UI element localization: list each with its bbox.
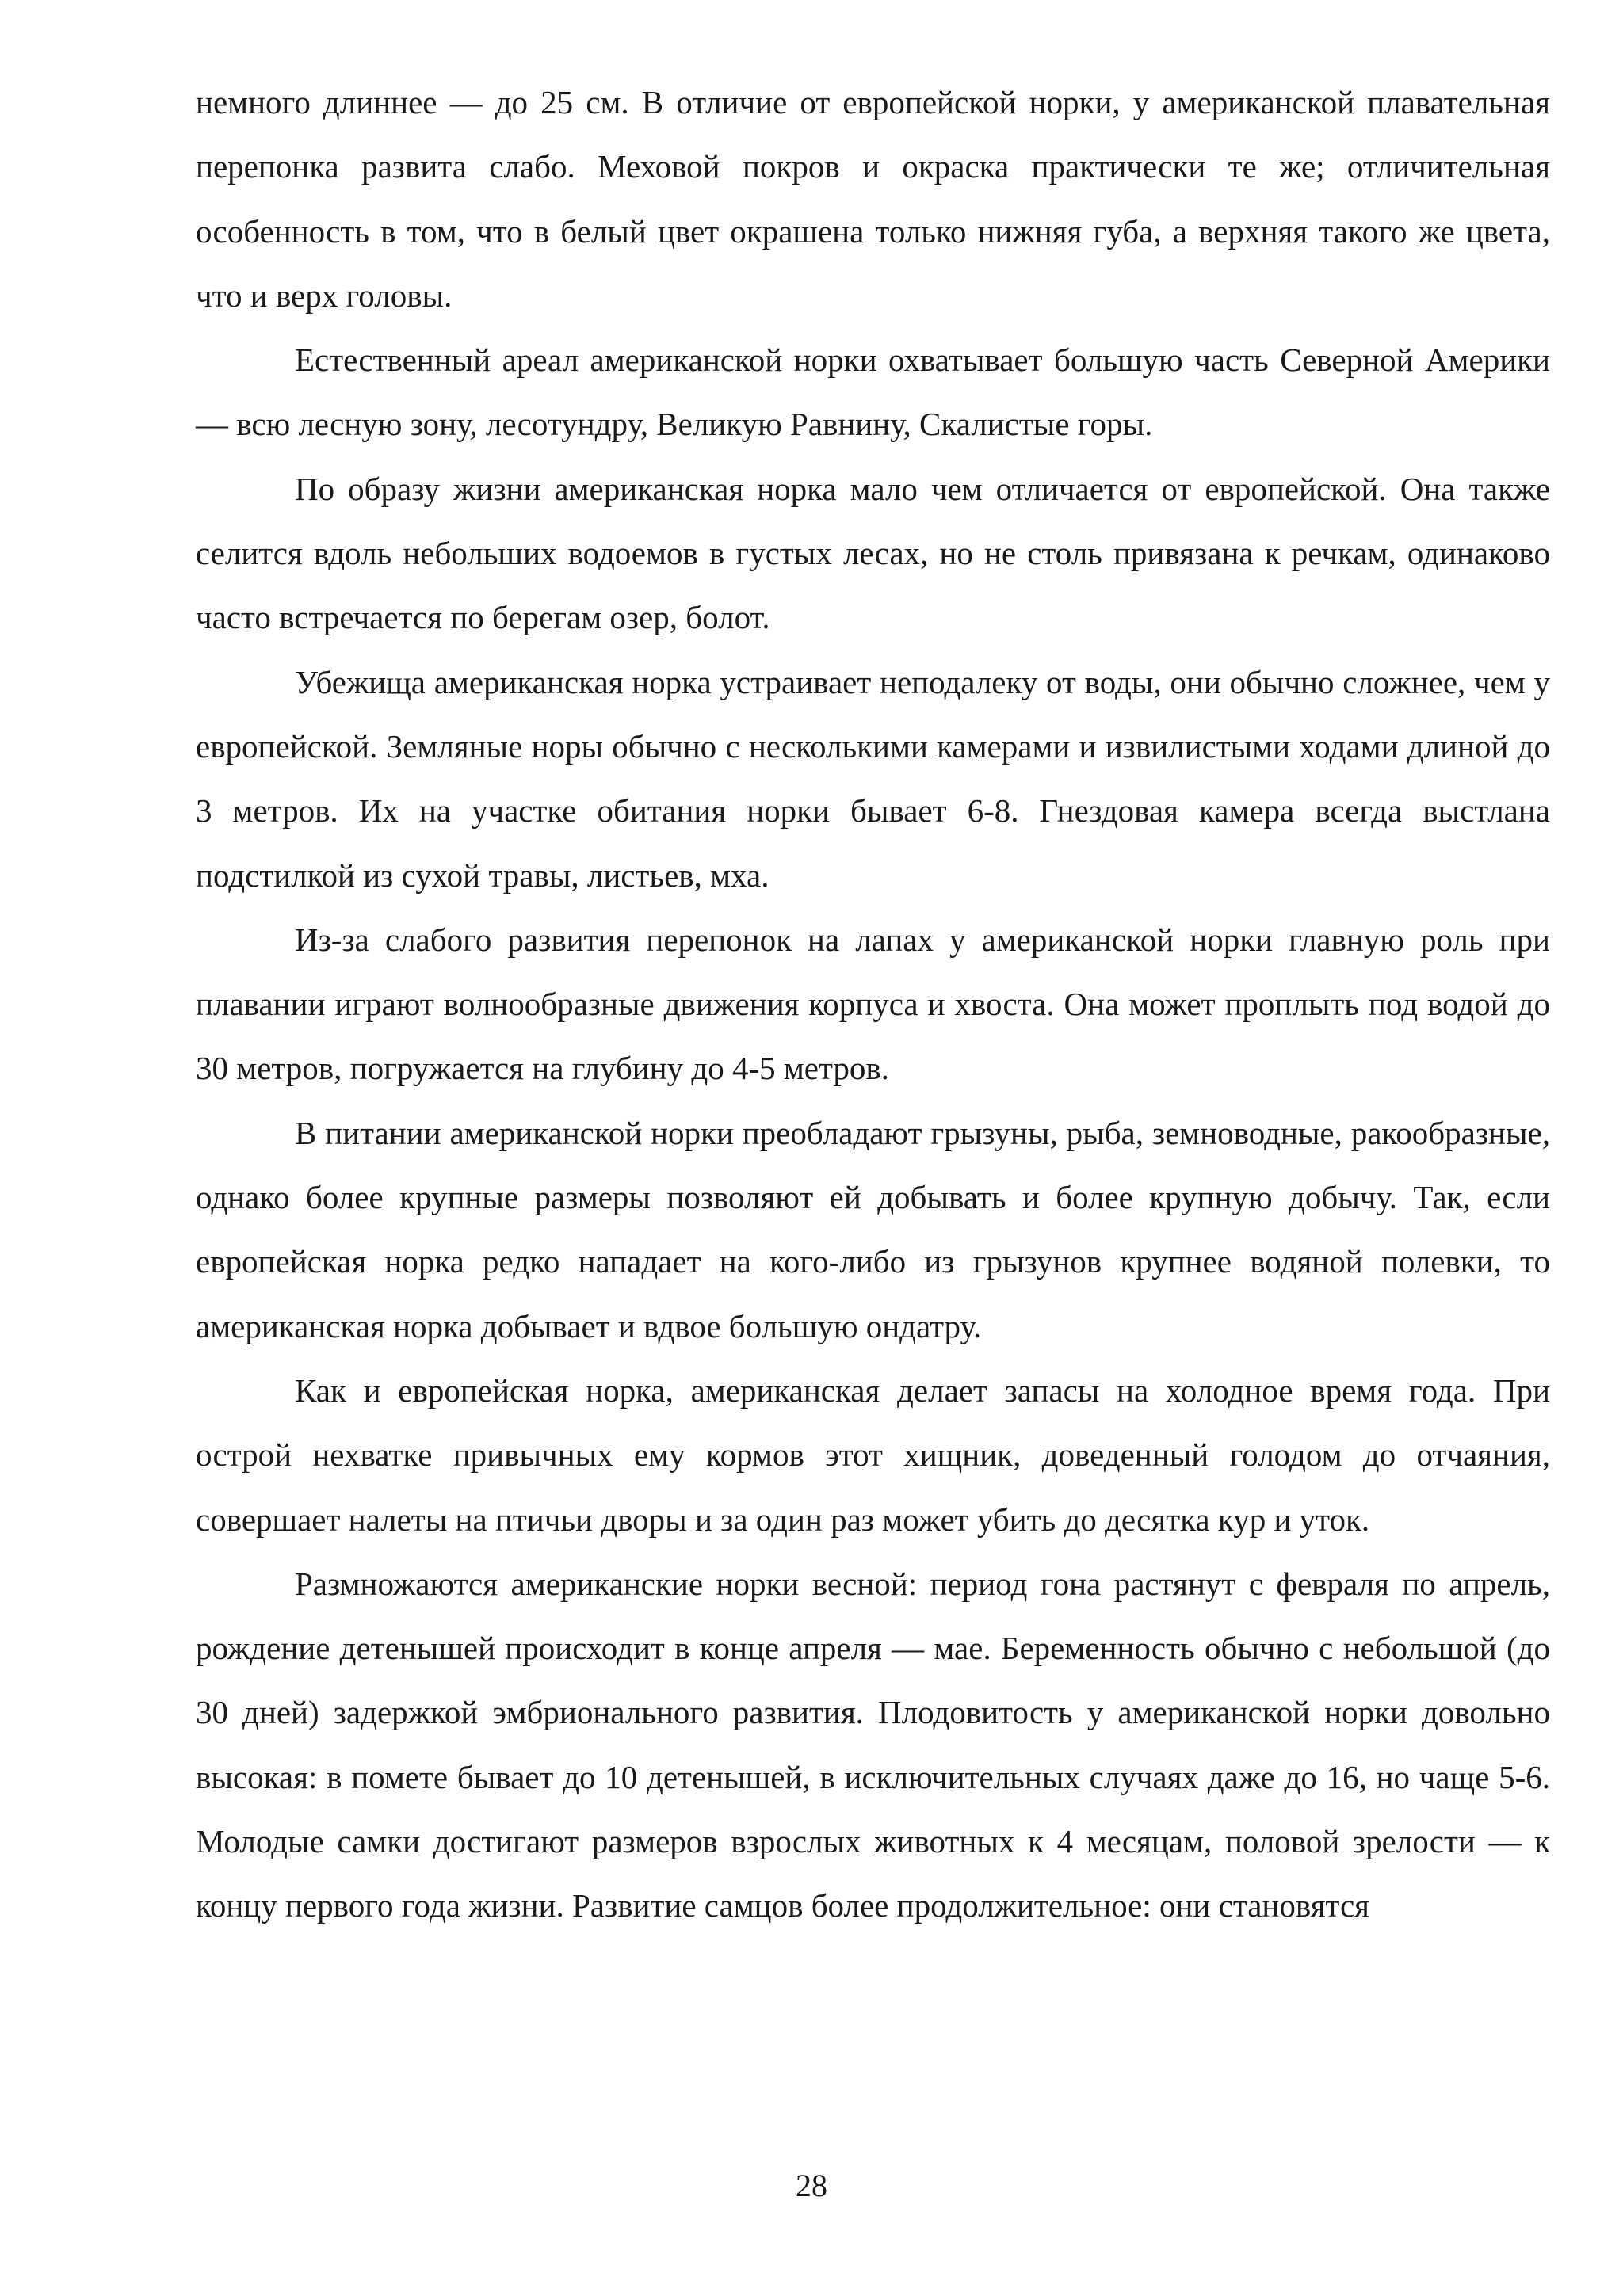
- paragraph-diet: В питании американской норки преобладают грызуны, рыба, земноводные, ракообразные, однако более крупные размеры позволяют ей добывать и более крупную добычу. Так, если европейская норка редко нападает на кого-либо из грызунов крупнее водяной полевки, то американская норка добывает и вдвое большую ондатру.: [196, 1114, 1550, 1344]
- body-text: [196, 71, 1550, 1939]
- paragraph-shelters: Убежища американская норка устраивает неподалеку от воды, они обычно сложнее, чем у европейской. Земляные норы обычно с несколькими камерами и извилистыми ходами длиной до 3 метров. Их на участке обитания норки бывает 6-8. Гнездовая камера всегда выстлана подстилкой из сухой травы, листьев, мха.: [196, 663, 1550, 894]
- page-number: 28: [796, 2168, 827, 2203]
- paragraph-range: Естественный ареал американской норки охватывает большую часть Северной Америки — всю лесную зону, лесотундру, Великую Равнину, Скалистые горы.: [196, 341, 1550, 443]
- paragraph-continuation: немного длиннее — до 25 см. В отличие от европейской норки, у американской плавательная перепонка развита слабо. Меховой покров и окраска практически те же; отличительная особенность в том, что в белый цвет окрашена только нижняя губа, а верхняя такого же цвета, что и верх головы.: [196, 84, 1550, 314]
- paragraph-reproduction: Размножаются американские норки весной: период гона растянут с февраля по апрель, рождение детенышей происходит в конце апреля — мае. Беременность обычно с небольшой (до 30 дней) задержкой эмбрионального развития. Плодовитость у американской норки довольно высокая: в помете бывает до 10 детенышей, в исключительных случаях даже до 16, но чаще 5-6. Молодые самки достигают размеров взрослых животных к 4 месяцам, половой зрелости — к концу первого года жизни. Развитие самцов более продолжительное: они становятся: [196, 1565, 1550, 1924]
- paragraph-food-stores: Как и европейская норка, американская делает запасы на холодное время года. При острой нехватке привычных ему кормов этот хищник, доведенный голодом до отчаяния, совершает налеты на птичьи дворы и за один раз может убить до десятка кур и уток.: [196, 1371, 1550, 1538]
- paragraph-lifestyle: По образу жизни американская норка мало чем отличается от европейской. Она также селится вдоль небольших водоемов в густых лесах, но не столь привязана к речкам, одинаково часто встречается по берегам озер, болот.: [196, 470, 1550, 636]
- paragraph-swimming: Из-за слабого развития перепонок на лапах у американской норки главную роль при плавании играют волнообразные движения корпуса и хвоста. Она может проплыть под водой до 30 метров, погружается на глубину до 4-5 метров.: [196, 921, 1550, 1087]
